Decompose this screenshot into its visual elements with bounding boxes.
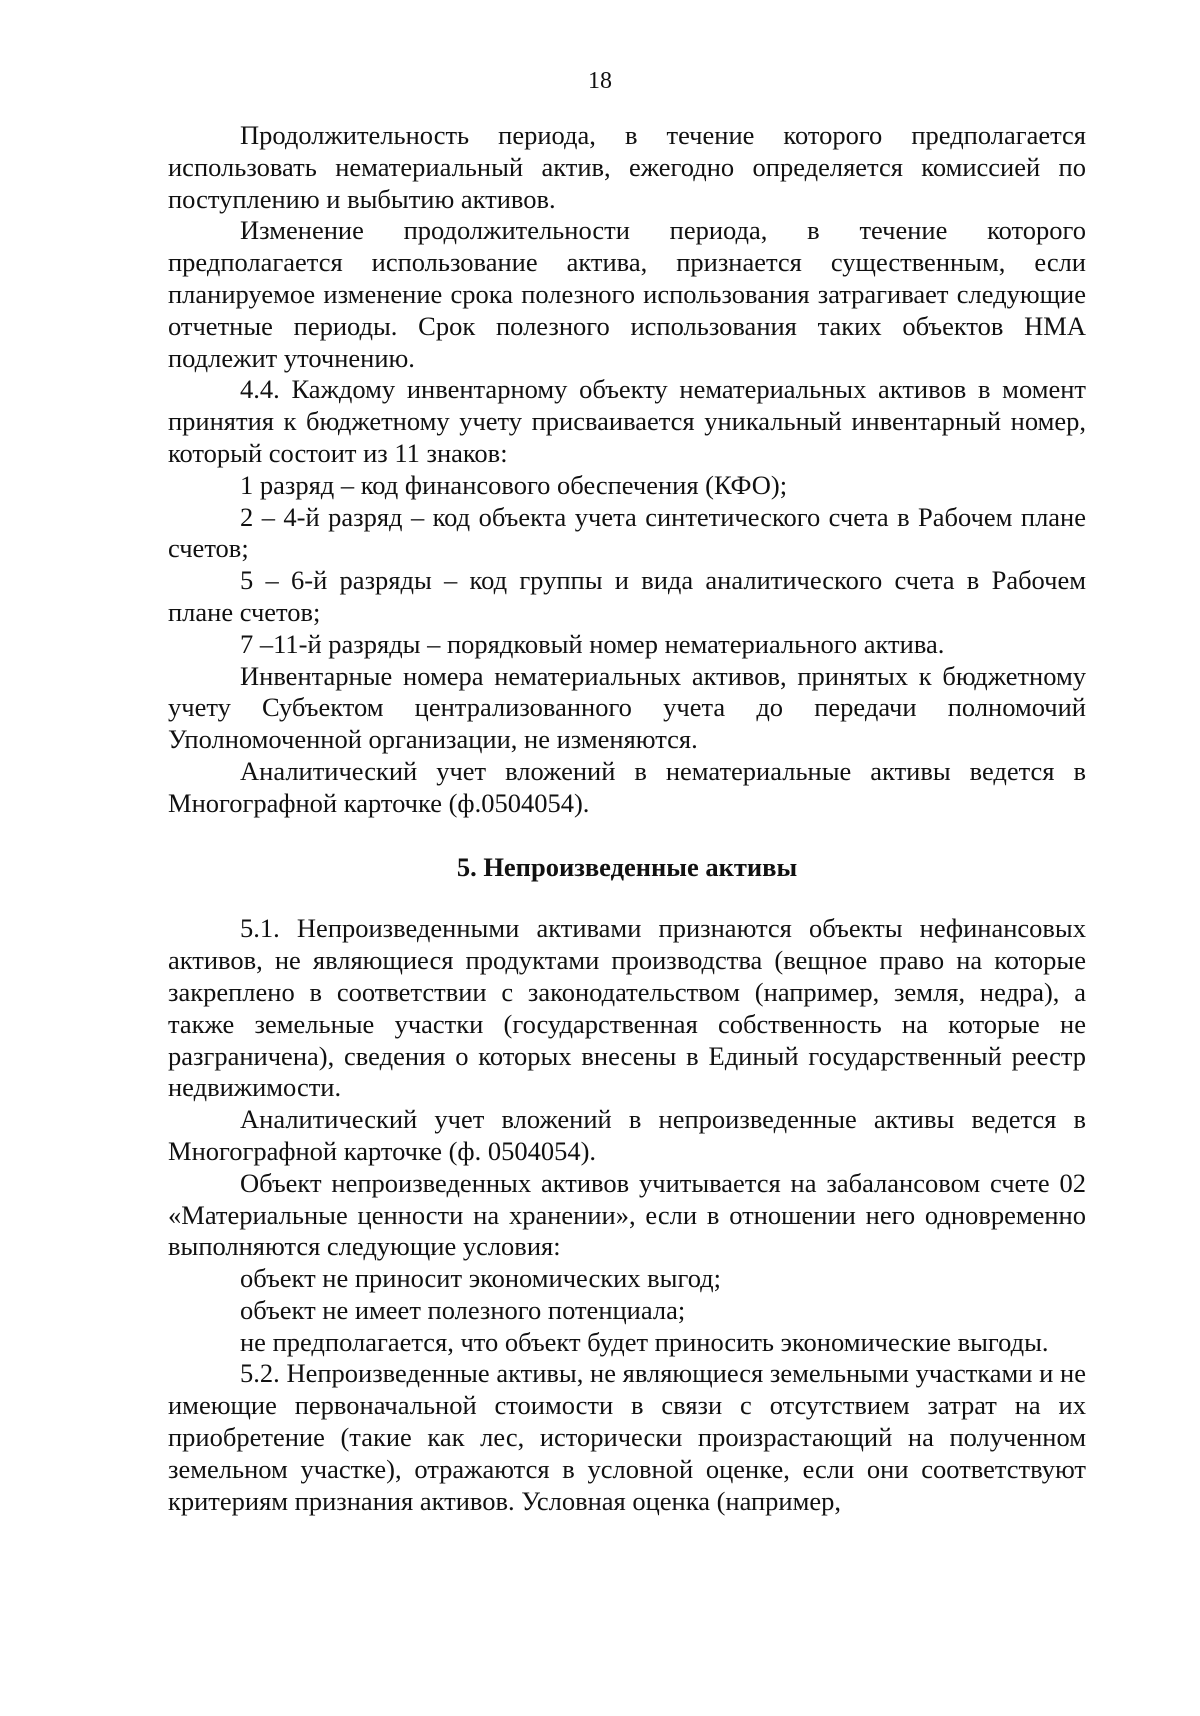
paragraph: Объект непроизведенных активов учитывается на забалансовом счете 02 «Материальные ценности на хранении», если в отношении него одновременно выполняются следующие условия:: [168, 1167, 1086, 1262]
section-heading: 5. Непроизведенные активы: [456, 851, 798, 882]
list-item: не предполагается, что объект будет приносить экономические выгоды.: [240, 1326, 1049, 1357]
paragraph: 5.1. Непроизведенными активами признаются объекты нефинансовых активов, не являющиеся продуктами производства (вещное право на которые закреплено в соответствии с законодательством (например, земля, недра), а также земельные участки (государственная собственность на которые не разграничена), сведения о которых внесены в Единый государственный реестр недвижимости.: [168, 913, 1086, 1103]
paragraph: Аналитический учет вложений в нематериальные активы ведется в Многографной карточке (ф.0504054).: [168, 755, 1086, 818]
paragraph: Изменение продолжительности периода, в течение которого предполагается использование актива, признается существенным, если планируемое изменение срока полезного использования затрагивает следующие отчетные периоды. Срок полезного использования таких объектов НМА подлежит уточнению.: [168, 215, 1086, 373]
list-item: 7 –11-й разряды – порядковый номер нематериального актива.: [240, 628, 945, 659]
list-item: объект не приносит экономических выгод;: [240, 1263, 722, 1294]
paragraph: Аналитический учет вложений в непроизведенные активы ведется в Многографной карточке (ф. 0504054).: [168, 1104, 1086, 1166]
paragraph: Продолжительность периода, в течение которого предполагается использовать нематериальный актив, ежегодно определяется комиссией по поступлению и выбытию активов.: [168, 120, 1086, 214]
page-number: 18: [588, 68, 612, 94]
paragraph: 4.4. Каждому инвентарному объекту нематериальных активов в момент принятия к бюджетному учету присваивается уникальный инвентарный номер, который состоит из 11 знаков:: [168, 374, 1086, 468]
list-item: объект не имеет полезного потенциала;: [240, 1294, 686, 1325]
list-item: 5 – 6-й разряды – код группы и вида аналитического счета в Рабочем плане счетов;: [168, 565, 1086, 627]
paragraph: 5.2. Непроизведенные активы, не являющиеся земельными участками и не имеющие первоначальной стоимости в связи с отсутствием затрат на их приобретение (такие как лес, исторически произрастающий на полученном земельном участке), отражаются в условной оценке, если они соответствуют критериям признания активов. Условная оценка (например,: [168, 1358, 1086, 1516]
list-item: 2 – 4-й разряд – код объекта учета синтетического счета в Рабочем плане счетов;: [168, 501, 1086, 564]
document-body: [168, 120, 1086, 1517]
list-item: 1 разряд – код финансового обеспечения (КФО);: [240, 469, 788, 500]
paragraph: Инвентарные номера нематериальных активов, принятых к бюджетному учету Субъектом централизованного учета до передачи полномочий Уполномоченной организации, не изменяются.: [168, 660, 1086, 755]
